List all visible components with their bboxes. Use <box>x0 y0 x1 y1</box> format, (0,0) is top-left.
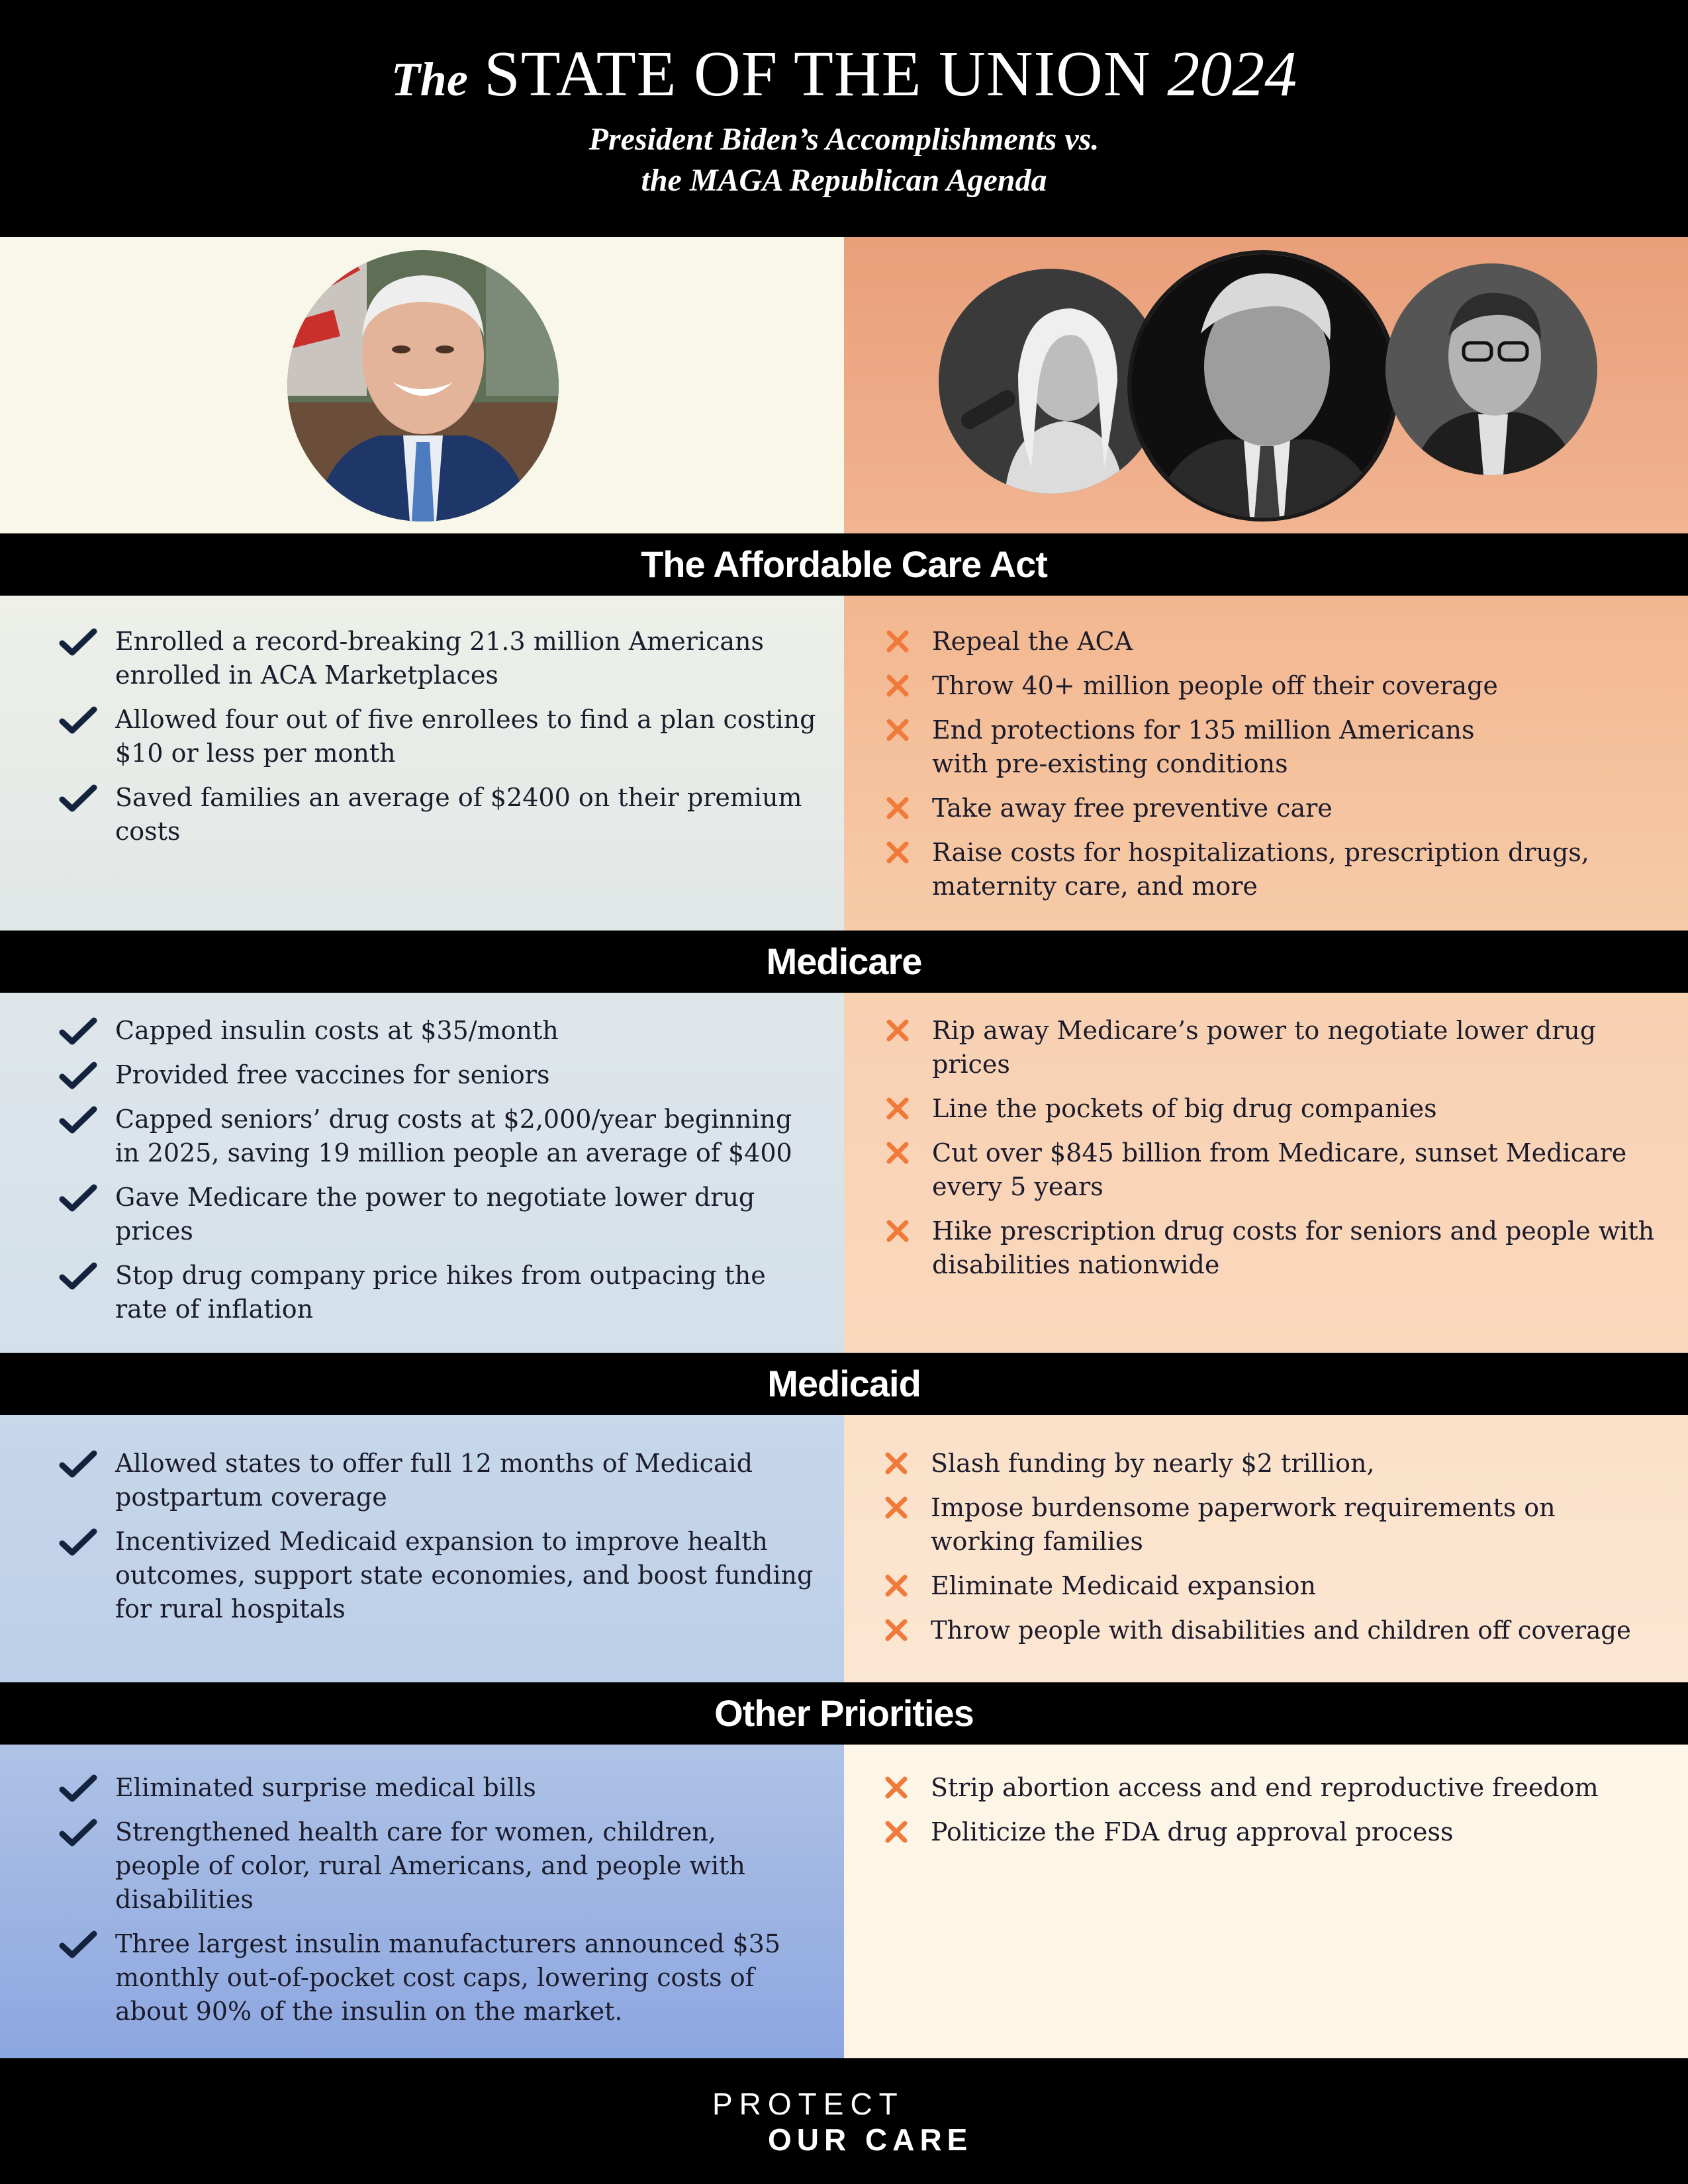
list-item: Hike prescription drug costs for seniors and people with disabilities nationwide <box>884 1214 1671 1282</box>
title-main: STATE OF THE UNION <box>484 38 1151 110</box>
list-item: Cut over $845 billion from Medicare, sunset Medicare every 5 years <box>884 1136 1671 1204</box>
checkmark-icon <box>58 1818 98 1848</box>
medicaid-agenda-list <box>882 1447 1677 1647</box>
checkmark-icon <box>58 705 98 736</box>
checkmark-icon <box>58 1017 98 1047</box>
x-mark-icon <box>884 627 923 658</box>
list-item: Politicize the FDA drug approval process <box>882 1815 1670 1849</box>
list-item: Line the pockets of big drug companies <box>884 1092 1671 1126</box>
list-item: Eliminate Medicaid expansion <box>882 1569 1677 1603</box>
checkmark-icon <box>58 784 98 814</box>
list-item: Impose burdensome paperwork requirements on working families <box>882 1491 1558 1559</box>
subtitle-line-1: President Biden’s Accomplishments vs. <box>588 122 1100 157</box>
x-mark-icon <box>882 1616 922 1647</box>
x-mark-icon <box>882 1818 922 1848</box>
checkmark-icon <box>58 1774 98 1804</box>
list-item: Gave Medicare the power to negotiate lower drug prices <box>58 1181 760 1248</box>
medicaid-accomplishments-list <box>58 1447 820 1626</box>
list-item: Allowed four out of five enrollees to find a plan costing $10 or less per month <box>58 703 820 770</box>
list-item: Provided free vaccines for seniors <box>58 1058 820 1092</box>
x-mark-icon <box>882 1572 922 1602</box>
checkmark-icon <box>58 1183 98 1214</box>
list-item: Capped insulin costs at $35/month <box>58 1014 820 1048</box>
aca-accomplishments-list <box>58 625 820 848</box>
johnson-portrait <box>1385 263 1597 475</box>
logo-line-2: OUR CARE <box>768 2122 973 2157</box>
page-subtitle <box>0 119 1688 201</box>
list-item: Repeal the ACA <box>884 625 1671 659</box>
checkmark-icon <box>58 1061 98 1091</box>
x-mark-icon <box>884 716 923 747</box>
checkmark-icon <box>58 1261 98 1292</box>
list-item: Incentivized Medicaid expansion to improve health outcomes, support state economies, and boost funding for rural hospitals <box>58 1525 820 1626</box>
page-header <box>0 0 1688 237</box>
biden-portrait <box>287 250 559 522</box>
x-mark-icon <box>884 1017 923 1047</box>
list-item: Throw 40+ million people off their coverage <box>884 669 1671 703</box>
checkmark-icon <box>58 1449 98 1480</box>
maga-photo-panel <box>844 237 1688 533</box>
trump-portrait <box>1127 250 1399 522</box>
list-item: Eliminated surprise medical bills <box>58 1771 820 1805</box>
section-header-medicaid: Medicaid <box>0 1353 1688 1415</box>
checkmark-icon <box>58 1105 98 1136</box>
list-item: Enrolled a record-breaking 21.3 million Americans enrolled in ACA Marketplaces <box>58 625 820 692</box>
other-accomplishments-list <box>58 1771 820 2028</box>
x-mark-icon <box>882 1774 922 1804</box>
page-title <box>0 34 1688 119</box>
list-item: Saved families an average of $2400 on their premium costs <box>58 781 820 848</box>
x-mark-icon <box>882 1494 922 1524</box>
list-item: Capped seniors’ drug costs at $2,000/year beginning in 2025, saving 19 million people an average of $400 <box>58 1103 820 1170</box>
section-header-medicare: Medicare <box>0 931 1688 993</box>
list-item: Slash funding by nearly $2 trillion, <box>882 1447 1677 1480</box>
x-mark-icon <box>884 672 923 702</box>
checkmark-icon <box>58 1930 98 1960</box>
title-prefix: The <box>391 53 468 106</box>
list-item: Three largest insulin manufacturers announced $35 monthly out-of-pocket cost caps, lowering costs of about 90% of the insulin on the market. <box>58 1927 820 2028</box>
list-item: Stop drug company price hikes from outpacing the rate of inflation <box>58 1259 820 1326</box>
medicare-agenda-list <box>884 1014 1671 1282</box>
list-item: Strip abortion access and end reproductive freedom <box>882 1771 1670 1805</box>
x-mark-icon <box>884 1095 923 1125</box>
biden-photo-panel <box>0 237 844 533</box>
x-mark-icon <box>884 1217 923 1248</box>
other-agenda-list <box>882 1771 1670 1849</box>
x-mark-icon <box>884 794 923 825</box>
list-item: Raise costs for hospitalizations, prescription drugs, maternity care, and more <box>884 836 1671 903</box>
list-item: Strengthened health care for women, children, people of color, rural Americans, and people with disabilities <box>58 1815 760 1917</box>
logo-line-1: PROTECT <box>712 2087 904 2121</box>
aca-agenda-list <box>884 625 1671 903</box>
x-mark-icon <box>882 1449 922 1480</box>
section-header-other-priorities: Other Priorities <box>0 1682 1688 1745</box>
checkmark-icon <box>58 627 98 658</box>
x-mark-icon <box>884 839 923 869</box>
x-mark-icon <box>884 1139 923 1169</box>
list-item: Throw people with disabilities and children off coverage <box>882 1614 1677 1647</box>
list-item: Allowed states to offer full 12 months of Medicaid postpartum coverage <box>58 1447 820 1514</box>
section-header-aca: The Affordable Care Act <box>0 533 1688 596</box>
subtitle-line-2: the MAGA Republican Agenda <box>641 163 1047 198</box>
checkmark-icon <box>58 1527 98 1558</box>
list-item: Take away free preventive care <box>884 792 1671 825</box>
list-item: Rip away Medicare’s power to negotiate lower drug prices <box>884 1014 1638 1081</box>
list-item: End protections for 135 million Americans with pre-existing conditions <box>884 713 1479 781</box>
title-year: 2024 <box>1167 38 1297 110</box>
medicare-accomplishments-list <box>58 1014 820 1326</box>
